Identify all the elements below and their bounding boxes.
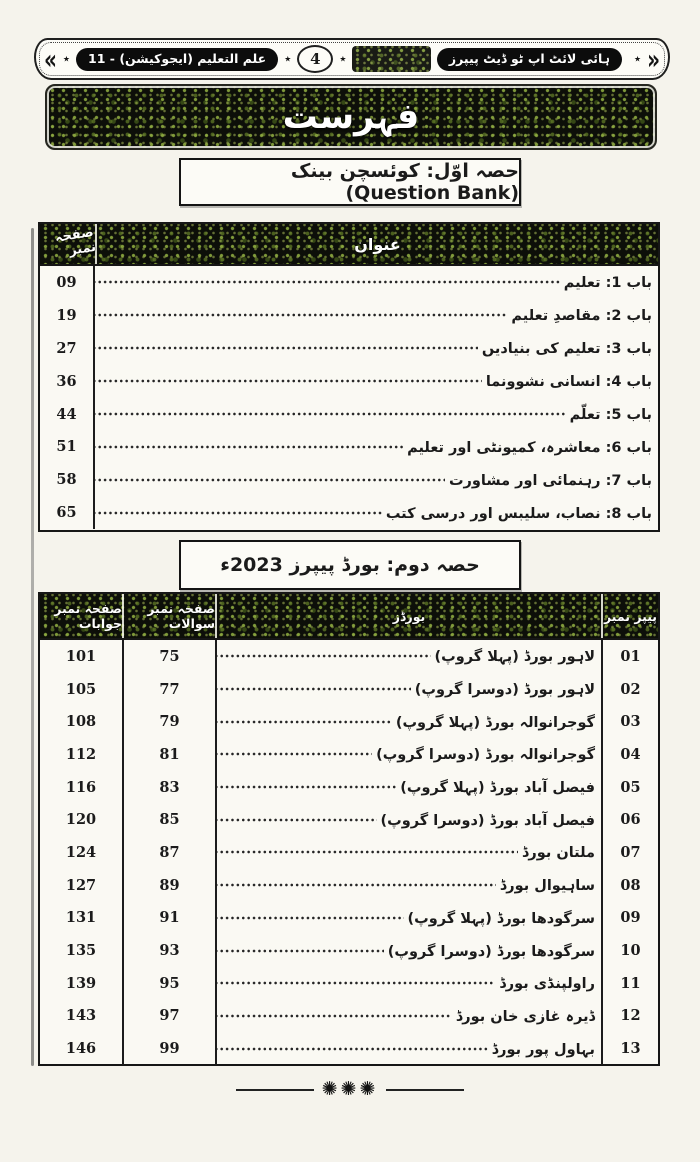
chapter-page-number: 58 [40,463,95,496]
answers-page-number: 135 [65,942,97,960]
chapter-title-cell [95,266,658,299]
board-name: راولپنڈی بورڈ [499,976,595,993]
chapter-title-cell [95,365,658,398]
dotted-leader [217,967,495,1000]
chapter-row [40,365,658,398]
chapter-title: باب 5: تعلّم [569,407,652,423]
dotted-leader [217,869,496,902]
paper-number: 03 [601,705,658,738]
paper-number: 01 [601,640,658,673]
page-number-column-header: صفحہ نمبر [53,224,98,259]
dotted-leader [95,463,445,496]
book-title-pill: علم التعلیم (ایجوکیشن) - 11 [76,48,278,71]
board-row [40,640,658,673]
answers-page-number: 124 [65,843,97,861]
questions-page-number: 75 [122,640,215,673]
page-header-ribbon [34,38,670,80]
chapter-row [40,496,658,529]
board-name: ڈیرہ غازی خان بورڈ [455,1008,595,1025]
answers-page-number: 120 [65,811,97,829]
answers-page-number: 127 [65,876,97,894]
answers-page-number: 131 [65,909,97,927]
questions-page-number: 91 [122,902,215,935]
section2-heading: حصہ دوم: بورڈ پیپرز 2023ء [220,554,480,576]
chapter-page-number: 19 [40,299,95,332]
board-row [40,738,658,771]
questions-page-number: 97 [122,1000,215,1033]
paper-number: 08 [601,869,658,902]
chapter-title: باب 7: رہنمائی اور مشاورت [448,472,652,489]
board-name: ساہیوال بورڈ [499,878,595,895]
dotted-leader [217,1032,488,1065]
dotted-leader [217,705,392,738]
chapter-row [40,430,658,463]
dotted-leader [95,266,560,299]
dotted-leader [95,365,482,398]
questions-page-column-header: صفحہ نمبر سوالات [122,594,215,638]
questions-page-number: 93 [122,934,215,967]
chapters-table-body [40,266,658,529]
dotted-leader [95,496,382,529]
paper-number: 02 [601,673,658,706]
answers-page-number: 146 [65,1040,97,1058]
board-name: فیصل آباد بورڈ (دوسرا گروپ) [380,812,595,829]
paper-number: 13 [601,1032,658,1065]
paper-number: 07 [601,836,658,869]
paper-number: 06 [601,803,658,836]
board-name: فیصل آباد بورڈ (پہلا گروپ) [400,780,595,797]
questions-page-number: 99 [122,1032,215,1065]
chapter-title: باب 3: تعلیم کی بنیادیں [481,341,652,358]
boards-table [38,592,660,1066]
board-name: لاہور بورڈ (دوسرا گروپ) [414,682,595,699]
board-row [40,902,658,935]
toc-banner-title: فہرست [282,97,420,137]
toc-banner [45,84,657,150]
answers-page-number: 139 [65,974,97,992]
board-name-cell [215,1032,601,1065]
board-name: ملتان بورڈ [521,845,595,862]
answers-page-number: 105 [65,680,97,698]
footer-rule-left [236,1089,314,1091]
dotted-leader [217,803,377,836]
chapters-table-header [40,224,658,266]
dotted-leader [217,673,411,706]
chapter-title: باب 2: مقاصدِ تعلیم [511,308,652,325]
board-row [40,934,658,967]
board-name-cell [215,640,601,673]
dotted-leader [217,934,384,967]
answers-page-number: 112 [65,745,97,763]
questions-page-number: 87 [122,836,215,869]
answers-page-number: 143 [65,1007,97,1025]
ribbon-end-chevron-left-icon: « [44,42,57,76]
title-column-header: عنوان [95,224,658,264]
answers-page-number: 108 [65,713,97,731]
boards-table-header [40,594,658,640]
paper-number-column-header: پیپر نمبر [601,594,658,638]
dotted-leader [95,332,478,365]
questions-page-number: 85 [122,803,215,836]
board-row [40,869,658,902]
chapter-title: باب 6: معاشرہ، کمیونٹی اور تعلیم [407,439,652,456]
dotted-leader [217,836,518,869]
board-row [40,1032,658,1065]
dotted-leader [217,771,396,804]
board-name: لاہور بورڈ (پہلا گروپ) [434,649,595,666]
board-name-cell [215,869,601,902]
board-name: سرگودھا بورڈ (دوسرا گروپ) [387,943,595,960]
chapter-title-cell [95,332,658,365]
answers-page-number: 101 [65,647,97,665]
page-number-oval: 4 [297,45,333,73]
board-name: گوجرانوالہ بورڈ (پہلا گروپ) [395,714,595,731]
chapter-page-number: 36 [40,365,95,398]
star-ornament-icon: ٭ [62,51,71,67]
chapter-title: باب 8: نصاب، سلیبس اور درسی کتب [385,505,652,522]
dotted-leader [217,902,404,935]
series-title-pill: ہائی لائٹ اپ ٹو ڈیٹ پیپرز [437,48,622,71]
board-row [40,705,658,738]
board-name: بہاول پور بورڈ [491,1041,595,1058]
chapter-title-cell [95,496,658,529]
questions-page-number: 77 [122,673,215,706]
chapter-title-cell [95,463,658,496]
board-row [40,1000,658,1033]
questions-page-number: 79 [122,705,215,738]
answers-page-number: 116 [65,778,97,796]
board-name-cell [215,705,601,738]
board-name: گوجرانوالہ بورڈ (دوسرا گروپ) [376,747,595,764]
section1-heading-box [179,158,521,206]
chapters-table [38,222,660,532]
board-name-cell [215,934,601,967]
chapter-page-number: 51 [40,430,95,463]
ribbon-end-chevron-right-icon: » [647,42,660,76]
questions-page-number: 95 [122,967,215,1000]
footer-rule-right [386,1089,464,1091]
flower-ornament-icon: ✺✺✺ [321,1078,379,1100]
chapter-title-cell [95,430,658,463]
section1-heading: حصہ اوّل: کوئسچن بینک (Question Bank) [290,160,519,204]
paper-number: 05 [601,771,658,804]
dotted-leader [95,299,507,332]
answers-page-column-header: صفحہ نمبر جوابات [54,601,122,631]
board-name-cell [215,902,601,935]
chapter-title: باب 4: انسانی نشوونما [485,374,652,391]
dotted-leader [217,1000,452,1033]
board-name: سرگودھا بورڈ (پہلا گروپ) [407,910,595,927]
dotted-leader [217,738,372,771]
questions-page-number: 89 [122,869,215,902]
paper-number: 04 [601,738,658,771]
chapter-row [40,398,658,431]
dotted-leader [217,640,431,673]
dotted-leader [95,398,566,431]
chapter-row [40,266,658,299]
board-name-cell [215,673,601,706]
footer-ornament [0,1078,700,1100]
scan-binding-line [31,228,34,1066]
chapter-row [40,463,658,496]
chapter-page-number: 65 [40,496,95,529]
board-row [40,673,658,706]
paper-number: 11 [601,967,658,1000]
chapter-page-number: 27 [40,332,95,365]
board-name-cell [215,771,601,804]
green-texture-segment [352,46,430,72]
questions-page-number: 83 [122,771,215,804]
board-name-cell [215,836,601,869]
boards-table-body [40,640,658,1065]
section2-heading-box [179,540,521,590]
board-row [40,836,658,869]
chapter-title-cell [95,398,658,431]
star-ornament-icon: ٭ [339,51,347,67]
chapter-title: باب 1: تعلیم [563,275,652,292]
star-ornament-icon: ٭ [284,51,292,67]
paper-number: 12 [601,1000,658,1033]
board-row [40,803,658,836]
board-name-cell [215,1000,601,1033]
questions-page-number: 81 [122,738,215,771]
paper-number: 10 [601,934,658,967]
board-name-cell [215,967,601,1000]
chapter-row [40,332,658,365]
dotted-leader [95,430,403,463]
paper-number: 09 [601,902,658,935]
chapter-row [40,299,658,332]
chapter-title-cell [95,299,658,332]
board-name-cell [215,803,601,836]
chapter-page-number: 44 [40,398,95,431]
board-name-cell [215,738,601,771]
chapter-page-number: 09 [40,266,95,299]
board-row [40,771,658,804]
boards-column-header: بورڈز [215,594,601,638]
star-ornament-icon: ٭ [633,51,642,67]
board-row [40,967,658,1000]
